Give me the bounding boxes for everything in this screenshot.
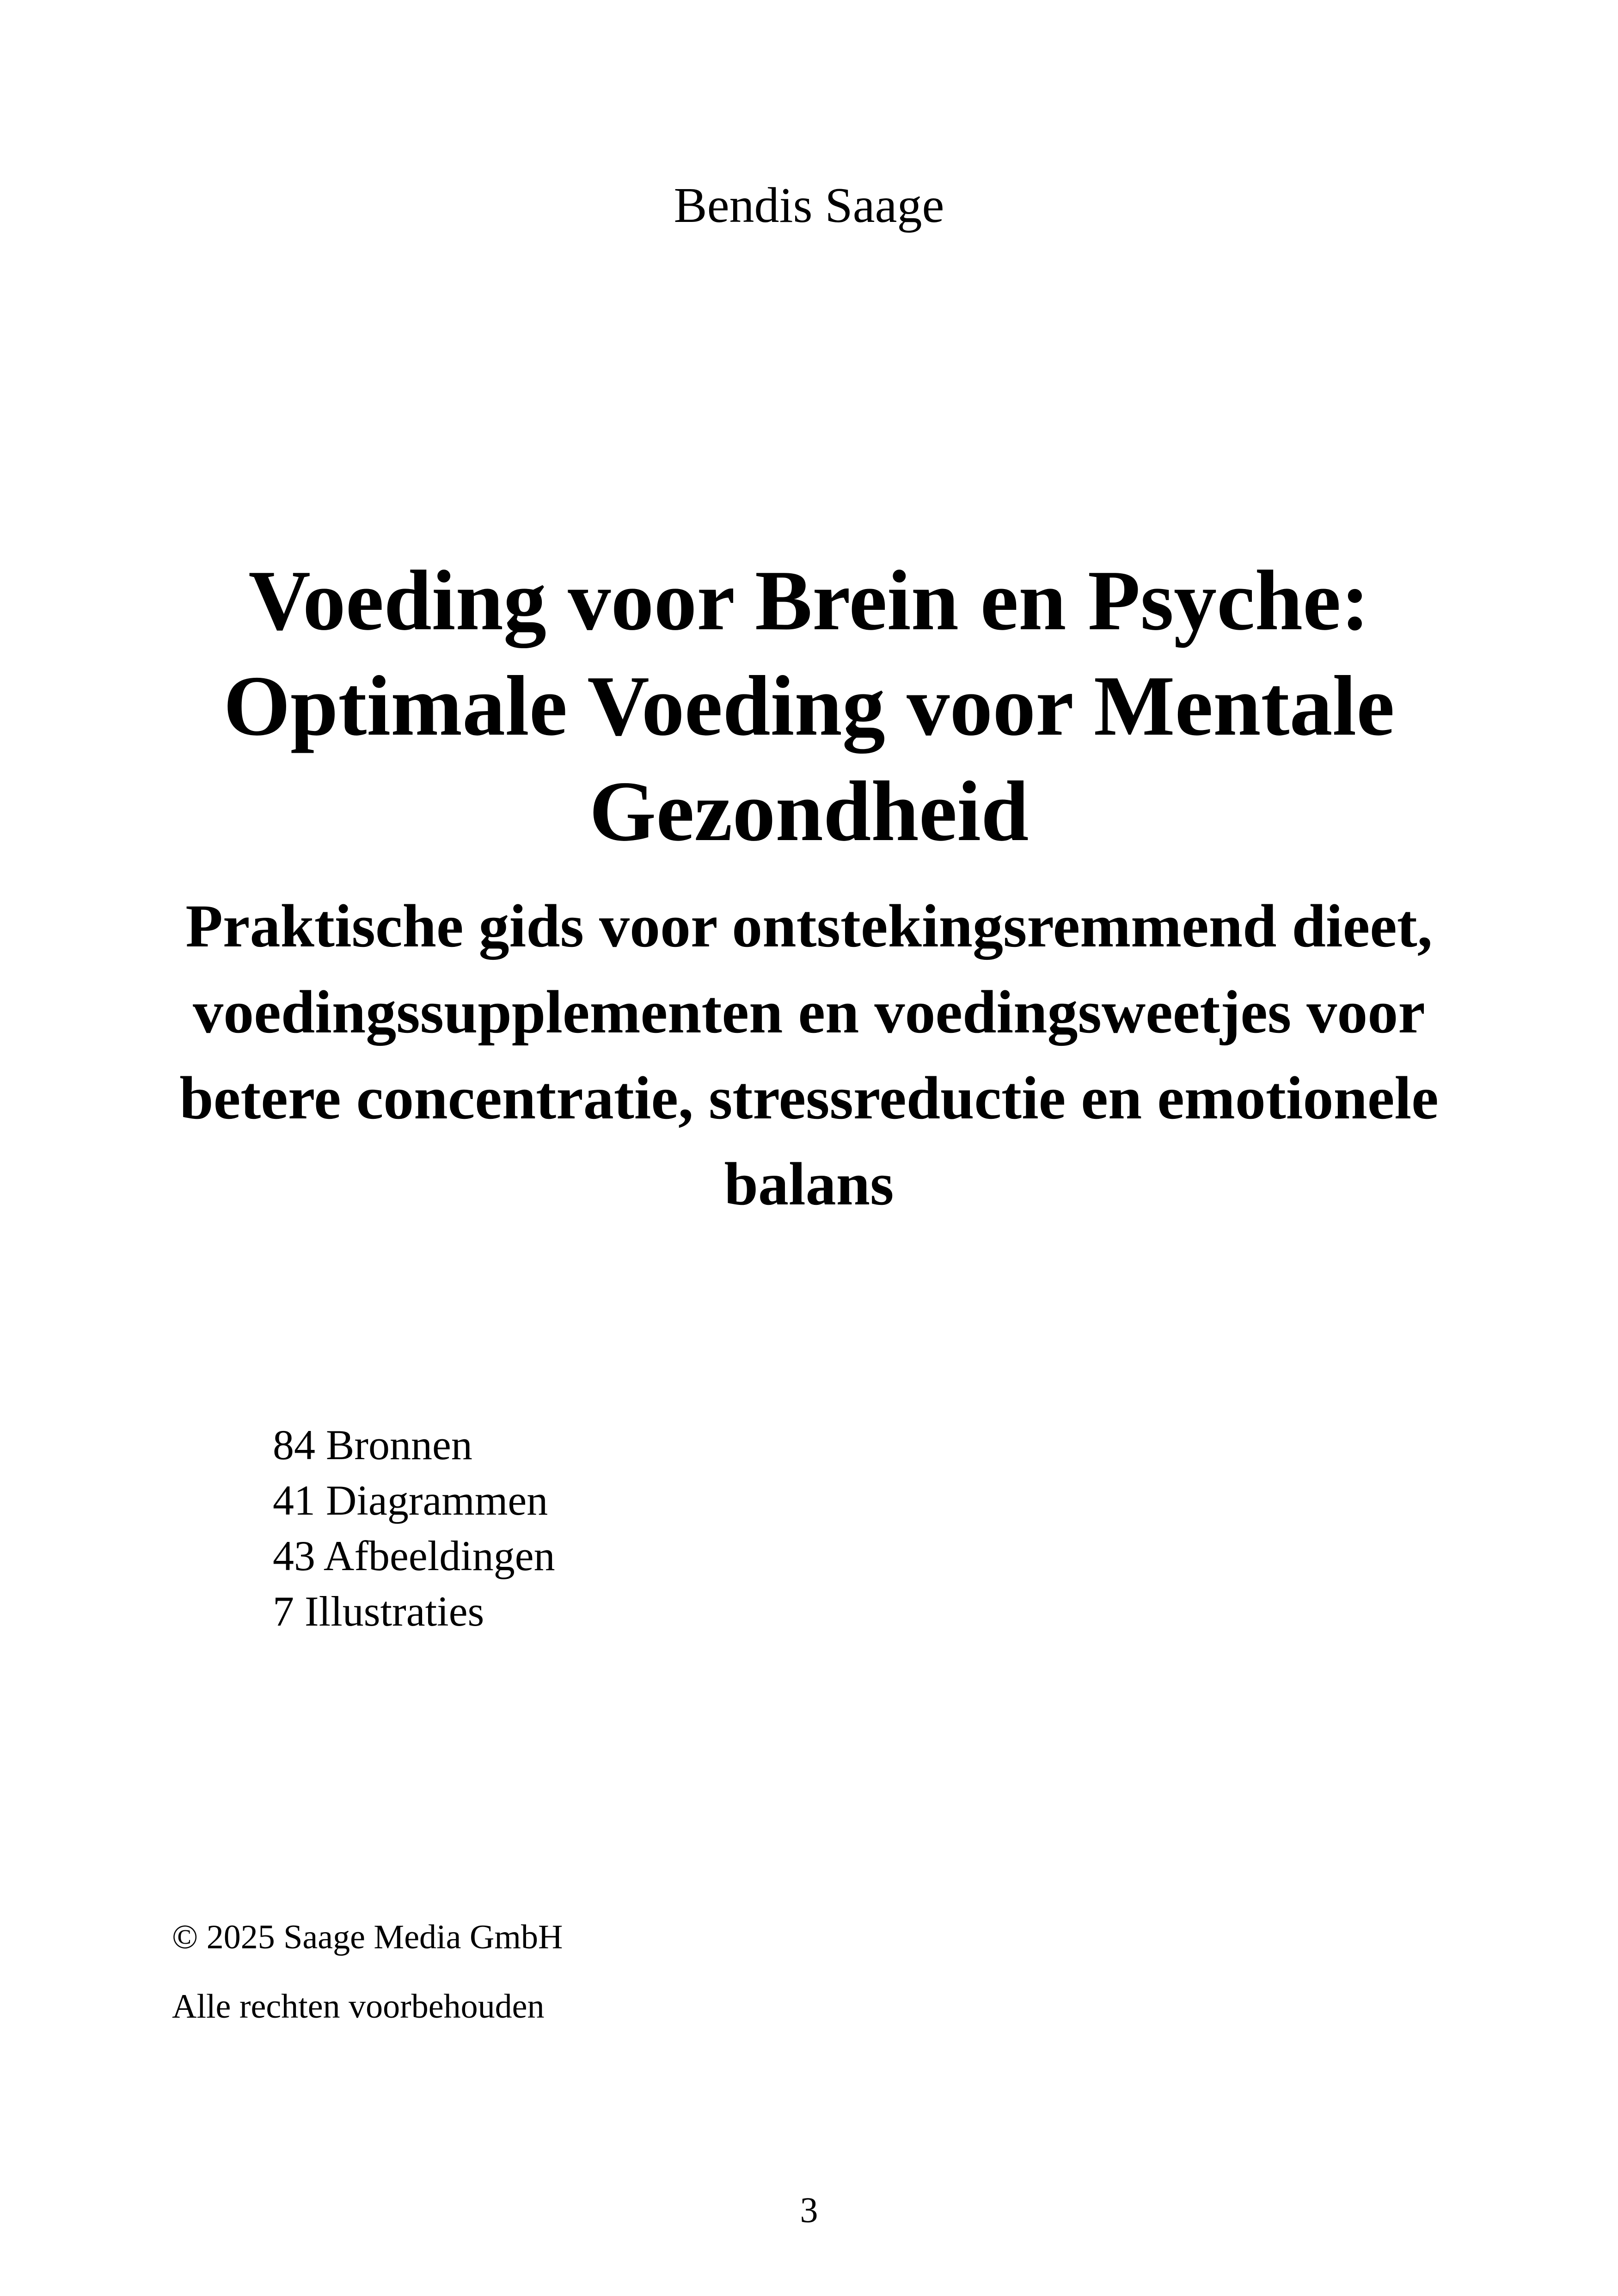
page-number: 3 <box>800 2190 818 2230</box>
stat-images: 43 Afbeeldingen <box>273 1532 555 1579</box>
stat-diagrams: 41 Diagrammen <box>273 1477 548 1524</box>
book-subtitle: Praktische gids voor ontstekingsremmend dieet, voedingssupplementen en voedingsweetjes voor betere concentratie, stressreductie en emotionele balans <box>179 892 1439 1218</box>
stat-illustrations: 7 Illustraties <box>273 1588 484 1635</box>
rights-reserved: Alle rechten voorbehouden <box>172 1988 545 2026</box>
book-stats-list <box>273 1417 555 1639</box>
book-title: Voeding voor Brein en Psyche: Optimale Voeding voor Mentale Gezondheid <box>223 553 1395 859</box>
stat-sources: 84 Bronnen <box>273 1421 472 1468</box>
copyright-notice: © 2025 Saage Media GmbH <box>172 1918 563 1956</box>
author-name: Bendis Saage <box>674 178 944 233</box>
